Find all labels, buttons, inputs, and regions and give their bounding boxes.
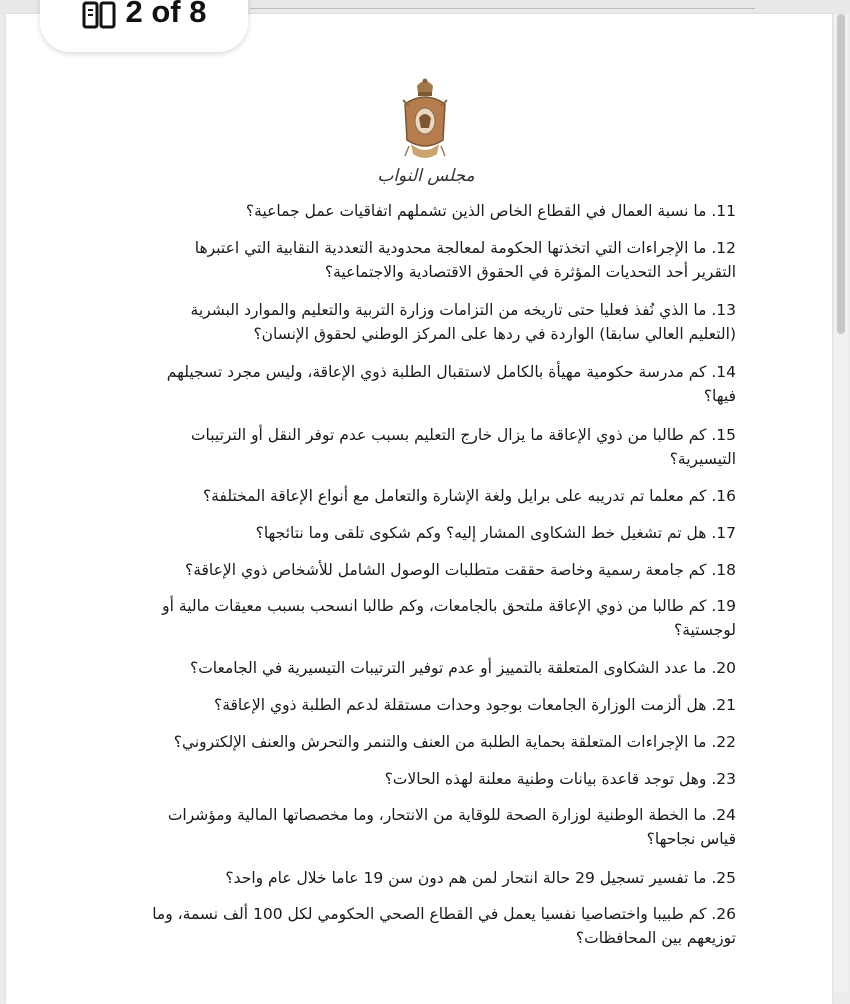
question-12: 12. ما الإجراءات التي اتخذتها الحكومة لمعالجة محدودية التعددية النقابية التي اعتبرها التقرير أحد التحديات المؤثرة في الحقوق الاقتصادية والاجتماعية؟: [194, 239, 736, 281]
question-26: 26. كم طبيبا واختصاصيا نفسيا يعمل في القطاع الصحي الحكومي لكل 100 ألف نسمة، وما توزيعهم بين المحافظات؟: [152, 905, 736, 947]
council-name: مجلس النواب: [377, 166, 475, 186]
divider: [250, 8, 755, 9]
scrollbar[interactable]: [834, 14, 848, 992]
question-13: 13. ما الذي نُفذ فعليا حتى تاريخه من التزامات وزارة التربية والتعليم والموارد البشرية (التعليم العالي سابقا) الواردة في ردها على المركز الوطني لحقوق الإنسان؟: [190, 301, 736, 343]
page-indicator-label: 2 of 8: [125, 0, 207, 29]
document-page: [6, 14, 832, 1004]
royal-crest-icon: [399, 76, 451, 164]
page-indicator[interactable]: [40, 0, 248, 52]
question-16: 16. كم معلما تم تدريبه على برايل ولغة الإشارة والتعامل مع أنواع الإعاقة المختلفة؟: [202, 487, 736, 505]
question-18: 18. كم جامعة رسمية وخاصة حققت متطلبات الوصول الشامل للأشخاص ذوي الإعاقة؟: [184, 561, 736, 579]
question-20: 20. ما عدد الشكاوى المتعلقة بالتمييز أو عدم توفير الترتيبات التيسيرية في الجامعات؟: [189, 659, 736, 677]
question-14: 14. كم مدرسة حكومية مهيأة بالكامل لاستقبال الطلبة ذوي الإعاقة، وليس مجرد تسجيلهم فيها؟: [166, 363, 736, 405]
book-icon: [82, 0, 116, 30]
question-25: 25. ما تفسير تسجيل 29 حالة انتحار لمن هم دون سن 19 عاما خلال عام واحد؟: [225, 869, 736, 887]
question-21: 21. هل ألزمت الوزارة الجامعات بوجود وحدات مستقلة لدعم الطلبة ذوي الإعاقة؟: [213, 696, 736, 714]
question-11: 11. ما نسبة العمال في القطاع الخاص الذين تشملهم اتفاقيات عمل جماعية؟: [245, 202, 736, 220]
question-23: 23. وهل توجد قاعدة بيانات وطنية معلنة لهذه الحالات؟: [384, 770, 736, 788]
question-17: 17. هل تم تشغيل خط الشكاوى المشار إليه؟ وكم شكوى تلقى وما نتائجها؟: [255, 524, 736, 542]
scrollbar-thumb[interactable]: [837, 14, 845, 334]
question-15: 15. كم طالبا من ذوي الإعاقة ما يزال خارج التعليم بسبب عدم توفر النقل أو الترتيبات التيسيرية؟: [190, 426, 736, 468]
question-19: 19. كم طالبا من ذوي الإعاقة ملتحق بالجامعات، وكم طالبا انسحب بسبب معيقات مالية أو لوجستية؟: [162, 597, 736, 639]
question-22: 22. ما الإجراءات المتعلقة بحماية الطلبة من العنف والتنمر والتحرش والعنف الإلكتروني؟: [173, 733, 736, 751]
question-24: 24. ما الخطة الوطنية لوزارة الصحة للوقاية من الانتحار، وما مخصصاتها المالية ومؤشرات قياس نجاحها؟: [167, 806, 736, 848]
